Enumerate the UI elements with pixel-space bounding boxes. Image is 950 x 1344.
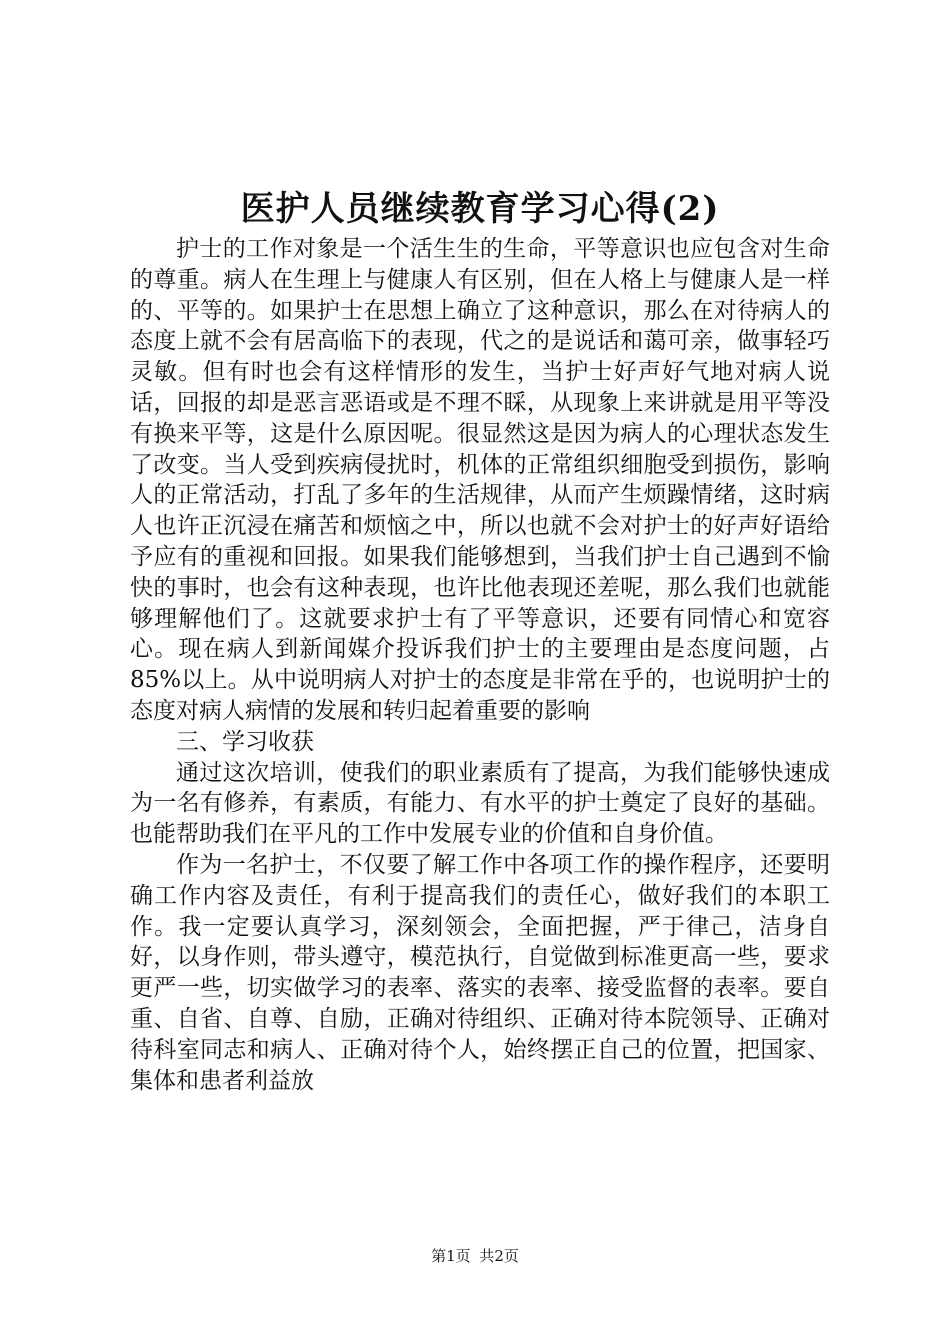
page-number-current: 第1页 <box>431 1247 471 1265</box>
paragraph-attitude: 护士的工作对象是一个活生生的生命，平等意识也应包含对生命的尊重。病人在生理上与健康人有区别，但在人格上与健康人是一样的、平等的。如果护士在思想上确立了这种意识，那么在对待病人的态度上就不会有居高临下的表现，代之的是说话和蔼可亲，做事轻巧灵敏。但有时也会有这样情形的发生，当护士好声好气地对病人说话，回报的却是恶言恶语或是不理不睬，从现象上来讲就是用平等没有换来平等，这是什么原因呢。很显然这是因为病人的心理状态发生了改变。当人受到疾病侵扰时，机体的正常组织细胞受到损伤，影响人的正常活动，打乱了多年的生活规律，从而产生烦躁情绪，这时病人也许正沉浸在痛苦和烦恼之中，所以也就不会对护士的好声好语给予应有的重视和回报。如果我们能够想到，当我们护士自己遇到不愉快的事时，也会有这种表现，也许比他表现还差呢，那么我们也就能够理解他们了。这就要求护士有了平等意识，还要有同情心和宽容心。现在病人到新闻媒介投诉我们护士的主要理由是态度问题，占85%以上。从中说明病人对护士的态度是非常在乎的，也说明护士的态度对病人病情的发展和转归起着重要的影响 <box>130 236 830 724</box>
paragraph-duty: 作为一名护士，不仅要了解工作中各项工作的操作程序，还要明确工作内容及责任，有利于提高我们的责任心，做好我们的本职工作。我一定要认真学习，深刻领会，全面把握，严于律己，洁身自好，以身作则，带头遵守，模范执行，自觉做到标准更高一些，要求更严一些，切实做学习的表率、落实的表率、接受监督的表率。要自重、自省、自尊、自励，正确对待组织、正确对待本院领导、正确对待科室同志和病人、正确对待个人，始终摆正自己的位置，把国家、集体和患者利益放 <box>130 851 830 1094</box>
document-title: 医护人员继续教育学习心得(2) <box>240 189 720 229</box>
document-body <box>130 234 830 1096</box>
paragraph-training: 通过这次培训，使我们的职业素质有了提高，为我们能够快速成为一名有修养，有素质，有能力、有水平的护士奠定了良好的基础。也能帮助我们在平凡的工作中发展专业的价值和自身价值。 <box>130 759 830 848</box>
section-heading-gains: 三、学习收获 <box>176 728 314 755</box>
page-number-total: 共2页 <box>479 1247 519 1265</box>
page-footer <box>0 1246 950 1266</box>
